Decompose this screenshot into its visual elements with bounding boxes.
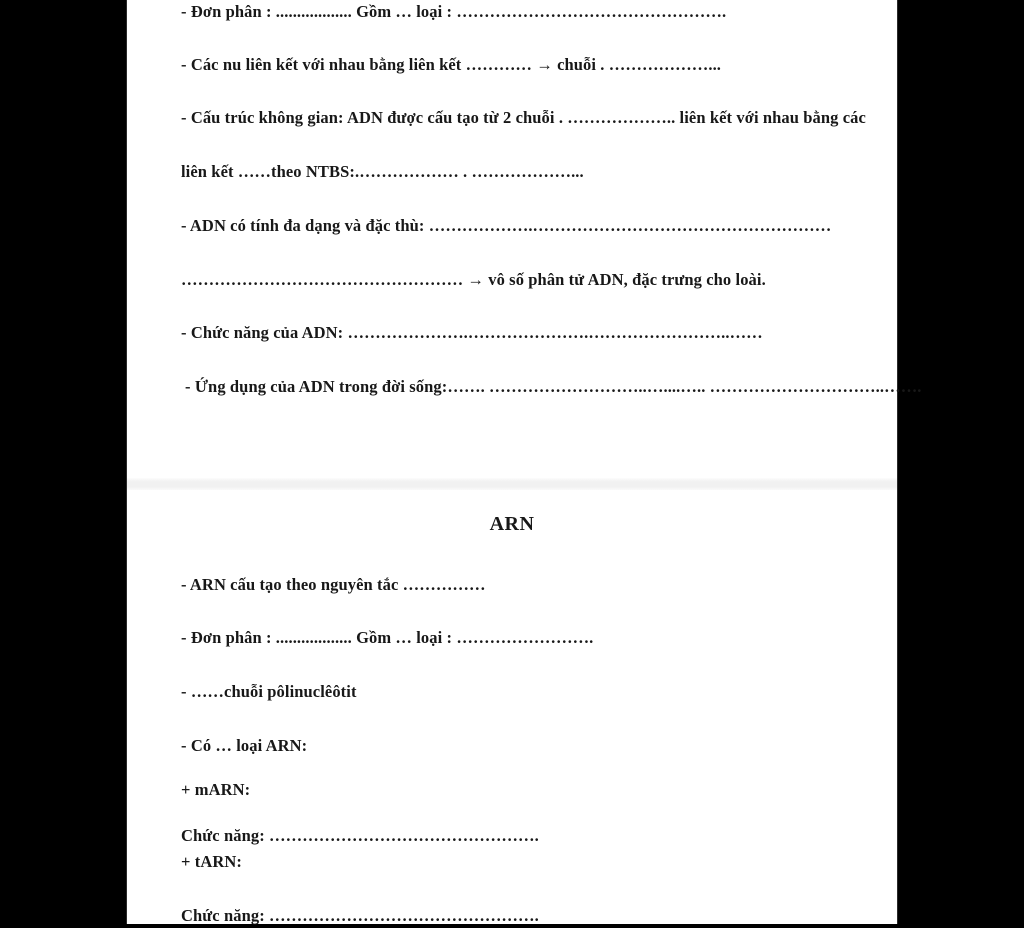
document-line: - Ứng dụng của ADN trong đời sống:……. ………………………..…....….. …………………………..……. xyxy=(185,377,922,396)
document-line: - Cấu trúc không gian: ADN được cấu tạo từ 2 chuỗi . ……………….. liên kết với nhau bằng các xyxy=(181,108,866,127)
section-title-arn: ARN xyxy=(489,513,535,535)
document-paper xyxy=(127,0,922,925)
document-line: - Chức năng của ADN: ………………….………………….……………………..…… xyxy=(181,323,763,342)
document-line: + mARN: xyxy=(181,780,251,799)
right-letterbox xyxy=(897,0,1024,924)
document-line: - ……chuỗi pôlinuclêôtit xyxy=(181,682,357,701)
left-letterbox xyxy=(0,0,127,924)
document-line: …………………………………………… → vô số phân tử ADN, đặc trưng cho loài. xyxy=(181,270,766,289)
document-line: - Đơn phân : .................. Gồm … loại : …………………………………………. xyxy=(181,2,727,21)
document-line: - Đơn phân : .................. Gồm … loại : ……………………. xyxy=(181,628,594,647)
document-line: liên kết ……theo NTBS:.……………… . ………………... xyxy=(181,162,584,181)
page-1-adn-section xyxy=(127,0,922,478)
document-line: + tARN: xyxy=(181,852,242,871)
document-line: Chức năng: …………………………………………. xyxy=(181,826,539,845)
document-line: - Các nu liên kết với nhau bằng liên kết ………… → chuỗi . ………………... xyxy=(181,55,722,74)
document-line: - Có … loại ARN: xyxy=(181,736,308,755)
document-line: - ADN có tính đa dạng và đặc thù: ……………….……………………………………………… xyxy=(181,216,832,235)
page-divider xyxy=(127,478,897,490)
document-line: Chức năng: …………………………………………. xyxy=(181,906,539,925)
document-line: - ARN cấu tạo theo nguyên tắc …………… xyxy=(181,575,486,594)
page-2-arn-section xyxy=(127,490,897,924)
